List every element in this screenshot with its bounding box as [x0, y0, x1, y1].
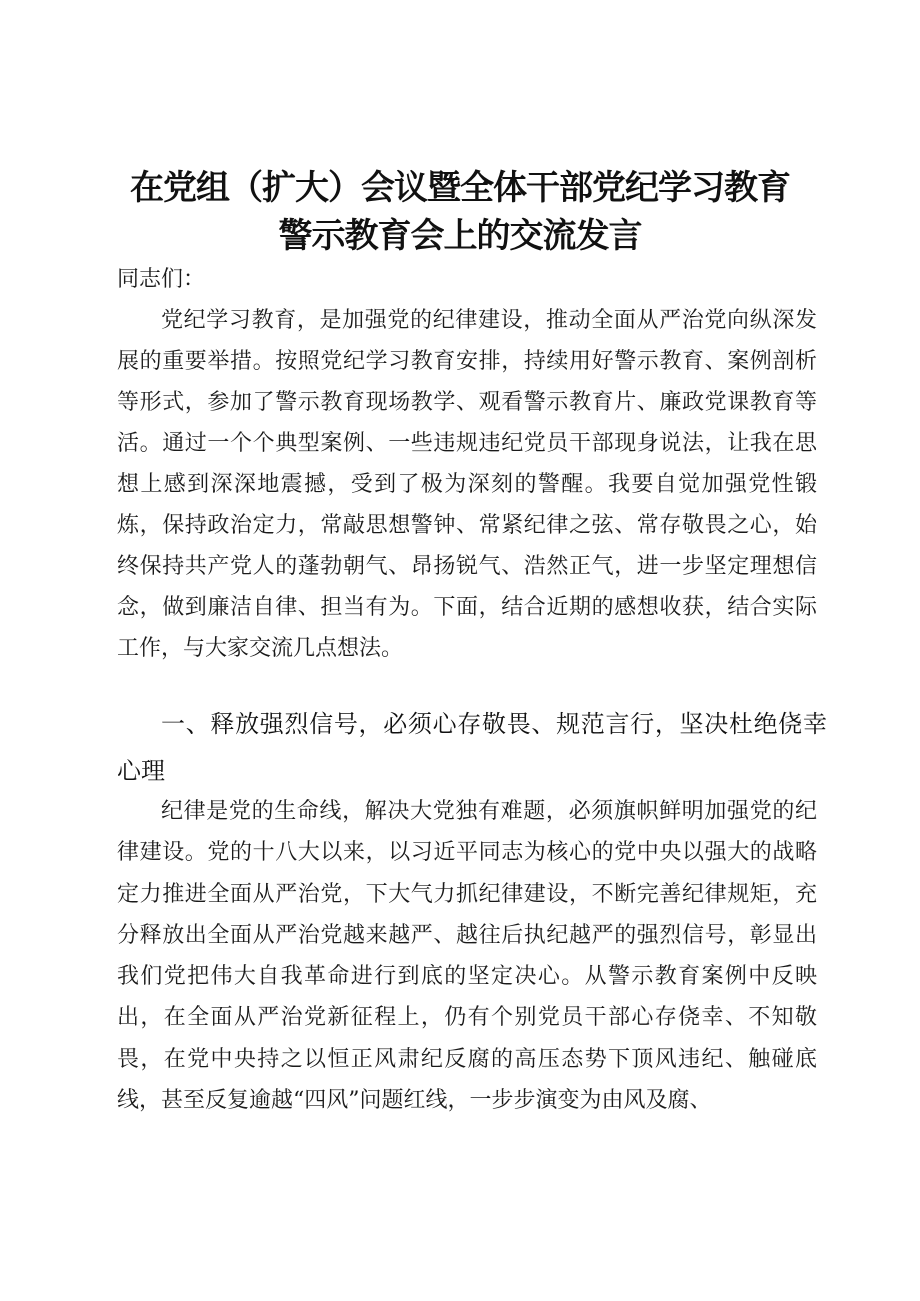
salutation: 同志们：: [117, 267, 206, 292]
document-title-line-2: 警示教育会上的交流发言: [278, 216, 642, 256]
section-heading-1: 一、释放强烈信号，必须心存敬畏、规范言行，坚决杜绝侥幸心理: [117, 710, 827, 785]
body-paragraph-2: 纪律是党的生命线，解决大党独有难题，必须旗帜鲜明加强党的纪律建设。党的十八大以来，以习近平同志为核心的党中央以强大的战略定力推进全面从严治党，下大气力抓纪律建设，不断完善纪律规矩，充分释放出全面从严治党越来越严、越往后执纪越严的强烈信号，彰显出我们党把伟大自我革命进行到底的坚定决心。从警示教育案例中反映出，在全面从严治党新征程上，仍有个别党员干部心存侥幸、不知敬畏，在党中央持之以恒正风肃纪反腐的高压态势下顶风违纪、触碰底线，甚至反复逾越“四风”问题红线，一步步演变为由风及腐、: [117, 799, 817, 1114]
document-title-line-1: 在党组（扩大）会议暨全体干部党纪学习教育: [130, 168, 790, 208]
body-paragraph-1: 党纪学习教育，是加强党的纪律建设，推动全面从严治党向纵深发展的重要举措。按照党纪学习教育安排，持续用好警示教育、案例剖析等形式，参加了警示教育现场教学、观看警示教育片、廉政党课教育等活。通过一个个典型案例、一些违规违纪党员干部现身说法，让我在思想上感到深深地震撼，受到了极为深刻的警醒。我要自觉加强党性锻炼，保持政治定力，常敲思想警钟、常紧纪律之弦、常存敬畏之心，始终保持共产党人的蓬勃朝气、昂扬锐气、浩然正气，进一步坚定理想信念，做到廉洁自律、担当有为。下面，结合近期的感想收获，结合实际工作，与大家交流几点想法。: [117, 308, 817, 661]
